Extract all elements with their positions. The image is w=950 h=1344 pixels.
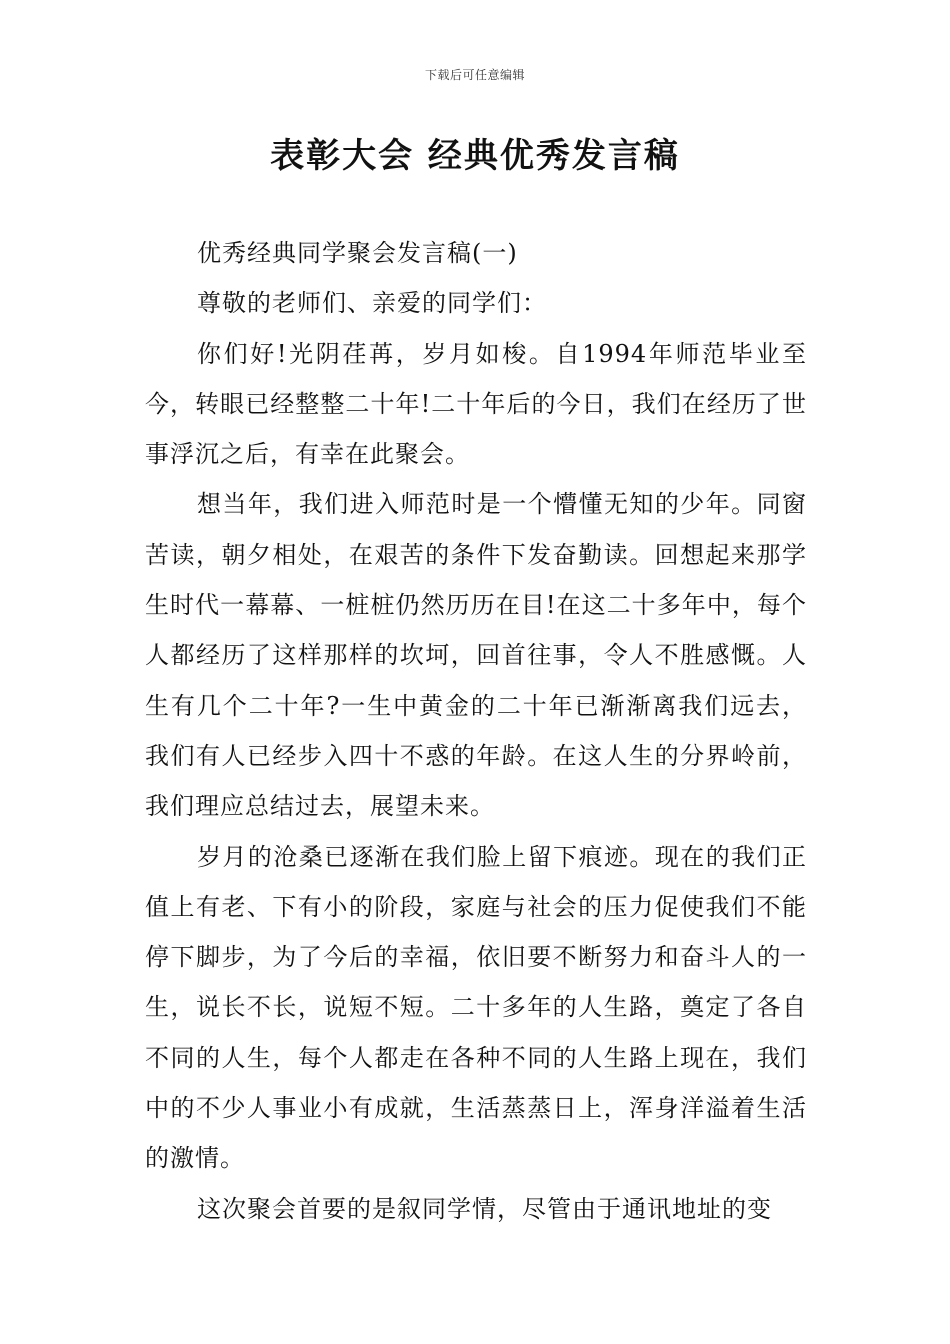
paragraph-salutation: 尊敬的老师们、亲爱的同学们： [197,289,547,318]
paragraph-greeting: 你们好!光阴荏苒，岁月如梭。自1994年师范毕业至今，转眼已经整整二十年!二十年后的今日，我们在经历了世事浮沉之后，有幸在此聚会。 [145,339,807,469]
document-title: 表彰大会 经典优秀发言稿 [270,136,680,176]
document-body [145,228,807,1234]
paragraph-years: 岁月的沧桑已逐渐在我们脸上留下痕迹。现在的我们正值上有老、下有小的阶段，家庭与社会的压力促使我们不能停下脚步，为了今后的幸福，依旧要不断努力和奋斗人的一生，说长不长，说短不短。二十多年的人生路，奠定了各自不同的人生，每个人都走在各种不同的人生路上现在，我们中的不少人事业小有成就，生活蒸蒸日上，浑身洋溢着生活的激情。 [145,842,807,1173]
paragraph-memories: 想当年，我们进入师范时是一个懵懂无知的少年。同窗苦读，朝夕相处，在艰苦的条件下发奋勤读。回想起来那学生时代一幕幕、一桩桩仍然历历在目!在这二十多年中，每个人都经历了这样那样的坎坷，回首往事，令人不胜感慨。人生有几个二十年?一生中黄金的二十年已渐渐离我们远去，我们有人已经步入四十不惑的年龄。在这人生的分界岭前，我们理应总结过去，展望未来。 [145,490,807,821]
paragraph-subtitle: 优秀经典同学聚会发言稿(一) [197,239,518,267]
paragraph-reunion: 这次聚会首要的是叙同学情，尽管由于通讯地址的变 [197,1194,772,1223]
header-note: 下载后可任意编辑 [424,68,525,82]
